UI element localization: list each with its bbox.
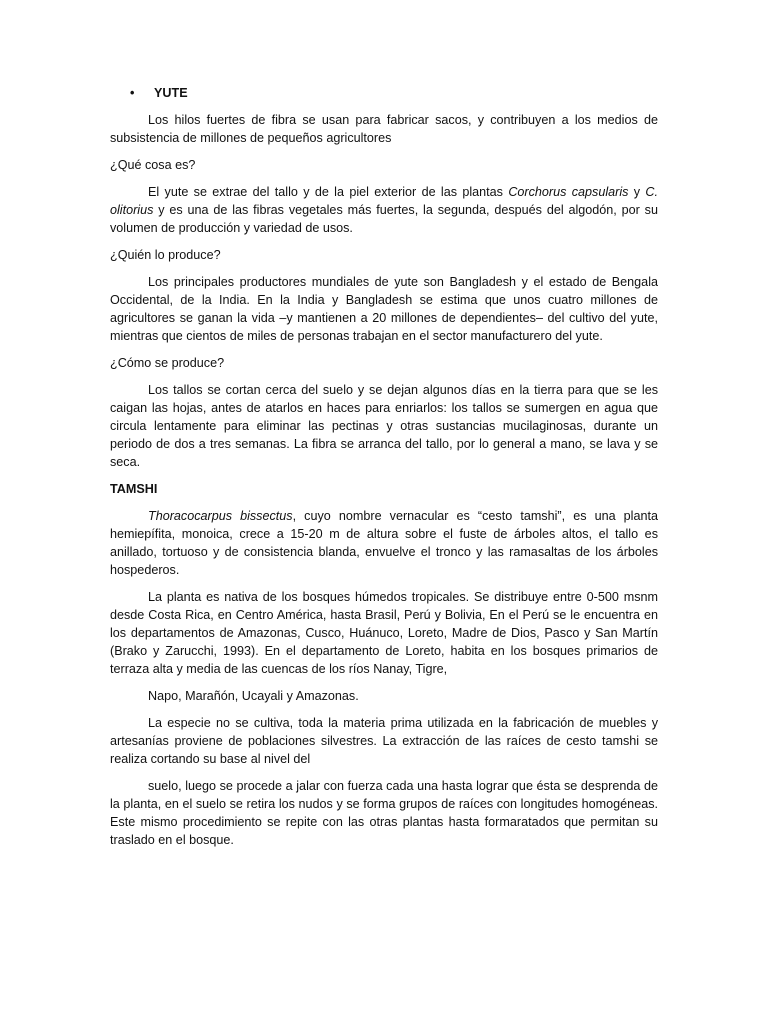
question-who-produces: ¿Quién lo produce?: [110, 248, 221, 262]
yute-intro: Los hilos fuertes de fibra se usan para fabricar sacos, y contribuyen a los medios de subsistencia de millones de pequeños agricultores: [110, 113, 658, 145]
tamshi-distribution-paragraph: La planta es nativa de los bosques húmedos tropicales. Se distribuye entre 0-500 msnm desde Costa Rica, en Centro América, hasta Brasil, Perú y Bolivia, En el Perú se le encuentra en los departamentos de Amazonas, Cusco, Huánuco, Loreto, Madre de Dios, Pasco y San Martín (Brako y Zarucchi, 1993). En el departamento de Loreto, habita en los bosques primarios de terraza alta y media de las cuencas de los ríos Nanay, Tigre,: [110, 590, 658, 676]
yute-definition-text-b: y: [628, 185, 646, 199]
yute-definition-text-a: El yute se extrae del tallo y de la piel exterior de las plantas: [148, 185, 509, 199]
bullet-icon: •: [130, 86, 135, 100]
species-thoracocarpus-bissectus: Thoracocarpus bissectus: [148, 509, 293, 523]
question-what-is-it: ¿Qué cosa es?: [110, 158, 196, 172]
yute-producers-paragraph: Los principales productores mundiales de yute son Bangladesh y el estado de Bengala Occidental, de la India. En la India y Bangladesh se estima que unos cuatro millones de agricultores se ganan la vida –y mantienen a 20 millones de dependientes– del cultivo del yute, mientras que cientos de miles de personas trabajan en el sector manufacturero del yute.: [110, 275, 658, 343]
yute-heading: [110, 84, 658, 102]
tamshi-procedure-paragraph: suelo, luego se procede a jalar con fuerza cada una hasta lograr que ésta se desprenda de la planta, en el suelo se retira los nudos y se forma grupos de raíces con longitudes homogéneas. Este mismo procedimiento se repite con las otras plantas hasta formaratados que permitan su traslado en el bosque.: [110, 779, 658, 847]
question-how-produced: ¿Cómo se produce?: [110, 356, 225, 370]
yute-definition-text-c: y es una de las fibras vegetales más fuertes, la segunda, después del algodón, por su volumen de producción y variedad de usos.: [110, 203, 658, 235]
yute-process-paragraph: Los tallos se cortan cerca del suelo y se dejan algunos días en la tierra para que se les caigan las hojas, antes de atarlos en haces para enriarlos: los tallos se sumergen en agua que circula lentamente para eliminar las pectinas y otras sustancias mucilaginosas, durante un periodo de dos a tres semanas. La fibra se arranca del tallo, por lo general a mano, se lava y se seca.: [110, 383, 658, 469]
species-corchorus-capsularis: Corchorus capsularis: [508, 185, 629, 199]
yute-definition-paragraph: [110, 183, 658, 237]
tamshi-description-paragraph: [110, 507, 658, 579]
document-page: [110, 84, 658, 858]
tamshi-harvest-paragraph: La especie no se cultiva, toda la materia prima utilizada en la fabricación de muebles y artesanías proviene de poblaciones silvestres. La extracción de las raíces de cesto tamshi se realiza cortando su base al nivel del: [110, 716, 658, 766]
tamshi-description-text: , cuyo nombre vernacular es “cesto tamshi”, es una planta hemiepífita, monoica, crece a 15-20 m de altura sobre el fuste de árboles altos, el tallo es anillado, tortuoso y de consistencia blanda, envuelve el tronco y las ramasaltas de los árboles hospederos.: [110, 509, 658, 577]
tamshi-rivers-line: Napo, Marañón, Ucayali y Amazonas.: [148, 689, 359, 703]
yute-title: YUTE: [154, 86, 188, 100]
tamshi-title: TAMSHI: [110, 482, 158, 496]
species-c-olitorius: C. olitorius: [110, 185, 658, 217]
